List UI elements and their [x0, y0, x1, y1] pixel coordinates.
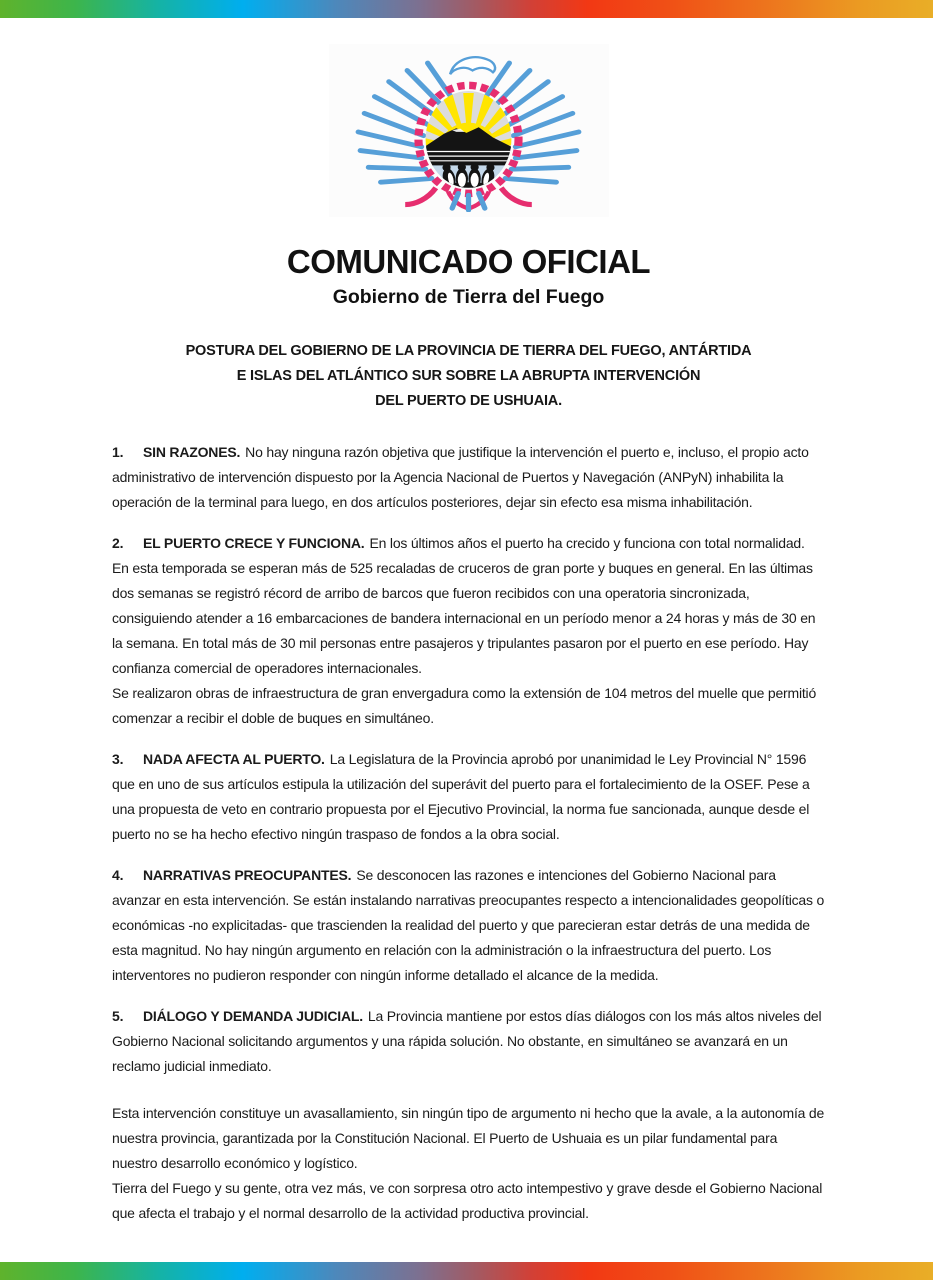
point-label: NADA AFECTA AL PUERTO. [143, 751, 325, 767]
point-number: 4. [112, 867, 124, 883]
point-label: SIN RAZONES. [143, 444, 241, 460]
point-body: No hay ninguna razón objetiva que justifique la intervención el puerto e, incluso, el propio acto administrativo de intervención dispuesto por la Agencia Nacional de Puertos y Navegación (ANPyN) inhabilita la operación de la terminal para luego, en dos artículos posteriores, dejar sin efecto esa misma inhabilitación. [112, 444, 809, 510]
point-number: 1. [112, 444, 124, 460]
point-4 [112, 863, 825, 988]
point-body-continued: Se realizaron obras de infraestructura de gran envergadura como la extensión de 104 metros del muelle que permitió comenzar a recibir el doble de buques en simultáneo. [112, 685, 817, 726]
point-number: 5. [112, 1008, 124, 1024]
coat-of-arms-container [329, 44, 609, 217]
heading-line: E ISLAS DEL ATLÁNTICO SUR SOBRE LA ABRUPTA INTERVENCIÓN [236, 368, 701, 384]
closing-paragraphs [112, 1101, 825, 1226]
point-body: Se desconocen las razones e intenciones del Gobierno Nacional para avanzar en esta intervención. Se están instalando narrativas preocupantes respecto a intencionalidades geopolíticas o económicas -no explicitadas- que trascienden la realidad del puerto y que parecieran estar detrás de una medida de esta magnitud. No hay ningún argumento en relación con la administración o la infraestructura del puerto. Los interventores no pudieron responder con ningún informe detallado el alcance de la medida. [112, 867, 825, 983]
point-label: NARRATIVAS PREOCUPANTES. [143, 867, 352, 883]
heading-line: DEL PUERTO DE USHUAIA. [375, 393, 562, 409]
point-2 [112, 531, 825, 731]
closing-paragraph-1: Esta intervención constituye un avasallamiento, sin ningún tipo de argumento ni hecho que la avale, a la autonomía de nuestra provincia, garantizada por la Constitución Nacional. El Puerto de Ushuaia es un pilar fundamental para nuestro desarrollo económico y logístico. [112, 1105, 825, 1171]
albatross-head-icon [450, 57, 495, 74]
point-body: La Legislatura de la Provincia aprobó por unanimidad le Ley Provincial N° 1596 que en uno de sus artículos estipula la utilización del superávit del puerto para el fortalecimiento de la OSEF. Pese a una propuesta de veto en contrario propuesta por el Ejecutivo Provincial, la norma fue sancionada, aunque desde el puerto no se ha hecho efectivo ningún traspaso de fondos a la obra social. [112, 751, 810, 842]
page-subtitle: Gobierno de Tierra del Fuego [332, 286, 605, 308]
point-number: 3. [112, 751, 124, 767]
tail-feathers [452, 193, 485, 210]
bottom-border-gradient [0, 1262, 933, 1280]
statement-heading [112, 339, 825, 414]
point-5 [112, 1004, 825, 1079]
tierra-del-fuego-coat-of-arms-icon [346, 50, 591, 212]
top-border-gradient [0, 0, 933, 18]
point-number: 2. [112, 535, 124, 551]
point-1 [112, 440, 825, 515]
point-label: DIÁLOGO Y DEMANDA JUDICIAL. [143, 1008, 363, 1024]
point-3 [112, 747, 825, 847]
numbered-points [112, 440, 825, 1079]
point-body: En los últimos años el puerto ha crecido y funciona con total normalidad. En esta temporada se esperan más de 525 recaladas de cruceros de gran porte y buques en general. En las últimas dos semanas se registró récord de arribo de barcos que fueron recibidos con una operatoria sincronizada, consiguiendo atender a 16 embarcaciones de bandera internacional en un período menor a 24 horas y más de 30 en la semana. En total más de 30 mil personas entre pasajeros y tripulantes pasaron por el puerto en ese período. Hay confianza comercial de operadores internacionales. [112, 535, 816, 676]
closing-paragraph-2: Tierra del Fuego y su gente, otra vez más, ve con sorpresa otro acto intempestivo y grave desde el Gobierno Nacional que afecta el trabajo y el normal desarrollo de la actividad productiva provincial. [112, 1180, 823, 1221]
heading-line: POSTURA DEL GOBIERNO DE LA PROVINCIA DE TIERRA DEL FUEGO, ANTÁRTIDA [185, 343, 752, 359]
point-label: EL PUERTO CRECE Y FUNCIONA. [143, 535, 365, 551]
point-body: La Provincia mantiene por estos días diálogos con los más altos niveles del Gobierno Nacional solicitando argumentos y una rápida solución. No obstante, en simultáneo se avanzará en un reclamo judicial inmediato. [112, 1008, 822, 1074]
page-title: COMUNICADO OFICIAL [286, 243, 651, 280]
